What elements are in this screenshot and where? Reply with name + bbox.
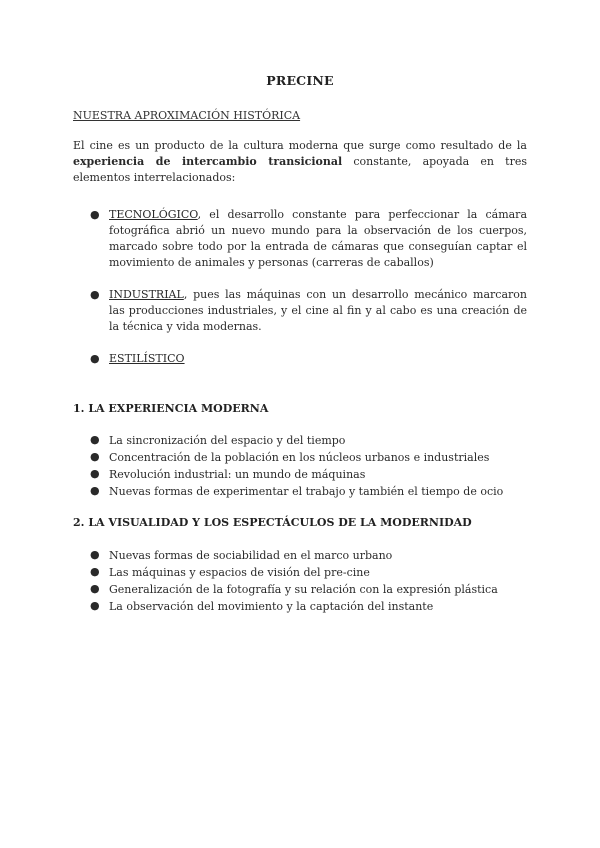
list-item: [73, 432, 527, 449]
text-industrial: , pues las máquinas con un desarrollo mecánico marcaron las producciones industriales, y el cine al fin y al cabo es una creación de la técnica y vida modernas.: [109, 288, 527, 333]
list-item-text: Revolución industrial: un mundo de máquinas: [109, 468, 366, 481]
list-item-text: La observación del movimiento y la captación del instante: [109, 600, 434, 613]
term-industrial: INDUSTRIAL: [109, 288, 184, 301]
text-tecnologico: , el desarrollo constante para perfeccionar la cámara fotográfica abrió un nuevo mundo para la observación de los cuerpos, marcado sobre todo por la entrada de cámaras que conseguían captar el movimiento de animales y personas (carreras de caballos): [109, 208, 527, 269]
bullet-icon: ●: [90, 565, 100, 578]
elements-list-3: [73, 351, 527, 367]
list-item-text: La sincronización del espacio y del tiempo: [109, 434, 346, 447]
bullet-icon: ●: [90, 599, 100, 612]
bullet-icon: ●: [90, 288, 100, 301]
section2-list: [73, 547, 527, 615]
list-item: [73, 598, 527, 615]
term-estilistico: ESTILÍSTICO: [109, 352, 185, 365]
list-item-tecnologico: [73, 207, 527, 271]
elements-list: [73, 207, 527, 271]
list-item: [73, 564, 527, 581]
elements-list-2: [73, 287, 527, 335]
section1-heading: 1. LA EXPERIENCIA MODERNA: [73, 402, 269, 415]
intro-bold-term: experiencia de intercambio transicional: [73, 155, 343, 168]
bullet-icon: ●: [90, 450, 100, 463]
bullet-icon: ●: [90, 548, 100, 561]
section2-heading: 2. LA VISUALIDAD Y LOS ESPECTÁCULOS DE LA MODERNIDAD: [73, 516, 472, 529]
bullet-icon: ●: [90, 467, 100, 480]
list-item-text: Nuevas formas de experimentar el trabajo y también el tiempo de ocio: [109, 485, 504, 498]
term-tecnologico: TECNOLÓGICO: [109, 208, 198, 221]
bullet-icon: ●: [90, 433, 100, 446]
list-item-text: Generalización de la fotografía y su relación con la expresión plástica: [109, 583, 498, 596]
list-item: [73, 547, 527, 564]
section1-list: [73, 432, 527, 500]
bullet-icon: ●: [90, 582, 100, 595]
list-item-text: Nuevas formas de sociabilidad en el marco urbano: [109, 549, 393, 562]
list-item: [73, 466, 527, 483]
page-title: PRECINE: [266, 73, 334, 88]
list-item-text: Concentración de la población en los núcleos urbanos e industriales: [109, 451, 490, 464]
intro-text-post: constante, apoyada en tres elementos interrelacionados:: [73, 155, 528, 184]
bullet-icon: ●: [90, 484, 100, 497]
bullet-icon: ●: [90, 208, 100, 221]
intro-paragraph: [73, 138, 527, 186]
list-item: [73, 581, 527, 598]
list-item-industrial: [73, 287, 527, 335]
bullet-icon: ●: [90, 352, 100, 365]
list-item: [73, 483, 527, 500]
list-item: [73, 449, 527, 466]
section-subtitle: NUESTRA APROXIMACIÓN HISTÓRICA: [73, 109, 301, 122]
list-item-text: Las máquinas y espacios de visión del pre-cine: [109, 566, 370, 579]
list-item-estilistico: [73, 351, 527, 367]
intro-text-pre: El cine es un producto de la cultura moderna que surge como resultado de la: [73, 139, 527, 152]
